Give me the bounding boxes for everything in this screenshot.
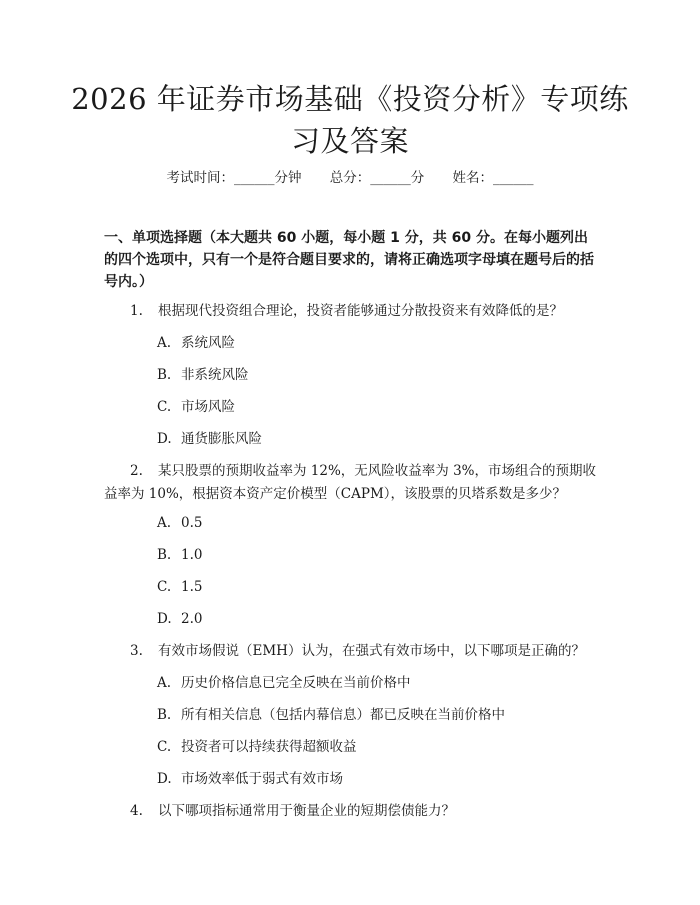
option-text: 市场效率低于弱式有效市场	[181, 771, 343, 787]
question-3-option-a	[157, 673, 411, 693]
option-text: 投资者可以持续获得超额收益	[181, 739, 357, 755]
option-text: 2.0	[181, 611, 203, 627]
total-score-field: 总分：______分	[329, 170, 425, 186]
question-1-option-d	[157, 429, 262, 449]
name-field: 姓名：______	[452, 170, 534, 186]
question-1	[104, 300, 596, 323]
option-text: 0.5	[181, 515, 203, 531]
option-letter: C.	[157, 399, 172, 415]
question-number: 3.	[130, 643, 143, 659]
option-letter: C.	[157, 579, 172, 595]
option-letter: A.	[157, 515, 172, 531]
question-2-option-d	[157, 609, 202, 629]
option-text: 系统风险	[181, 335, 235, 351]
option-text: 1.5	[181, 579, 203, 595]
question-3-option-c	[157, 737, 357, 757]
option-text: 非系统风险	[181, 367, 249, 383]
option-text: 所有相关信息（包括内幕信息）都已反映在当前价格中	[181, 707, 505, 723]
option-letter: B.	[157, 707, 172, 723]
option-letter: D.	[157, 431, 172, 447]
question-3	[104, 640, 596, 663]
exam-time-field: 考试时间：______分钟	[166, 170, 302, 186]
question-2	[104, 460, 596, 506]
question-3-option-b	[157, 705, 505, 725]
question-3-option-d	[157, 769, 343, 789]
question-number: 2.	[130, 463, 143, 479]
option-letter: D.	[157, 611, 172, 627]
question-number: 1.	[130, 303, 143, 319]
option-letter: D.	[157, 771, 172, 787]
question-text: 有效市场假说（EMH）认为，在强式有效市场中，以下哪项是正确的？	[158, 643, 585, 659]
option-letter: A.	[157, 675, 172, 691]
question-2-option-a	[157, 513, 202, 533]
option-text: 通货膨胀风险	[181, 431, 262, 447]
question-text: 以下哪项指标通常用于衡量企业的短期偿债能力？	[158, 803, 455, 819]
option-text: 市场风险	[181, 399, 235, 415]
question-number: 4.	[130, 803, 143, 819]
page-title: 2026 年证券市场基础《投资分析》专项练习及答案	[71, 82, 629, 158]
option-letter: C.	[157, 739, 172, 755]
exam-meta	[0, 168, 700, 188]
question-1-option-a	[157, 333, 235, 353]
question-1-option-c	[157, 397, 235, 417]
question-1-option-b	[157, 365, 249, 385]
question-4	[104, 800, 596, 823]
option-text: 历史价格信息已完全反映在当前价格中	[181, 675, 411, 691]
question-text: 根据现代投资组合理论，投资者能够通过分散投资来有效降低的是？	[158, 303, 563, 319]
option-letter: A.	[157, 335, 172, 351]
question-2-option-c	[157, 577, 202, 597]
option-letter: B.	[157, 547, 172, 563]
section-heading: 一、单项选择题（本大题共 60 小题，每小题 1 分，共 60 分。在每小题列出的四个选项中，只有一个是符合题目要求的，请将正确选项字母填在题号后的括号内。）	[104, 230, 594, 290]
question-text: 某只股票的预期收益率为 12%，无风险收益率为 3%，市场组合的预期收益率为 10%，根据资本资产定价模型（CAPM），该股票的贝塔系数是多少？	[104, 463, 597, 502]
question-2-option-b	[157, 545, 202, 565]
option-letter: B.	[157, 367, 172, 383]
option-text: 1.0	[181, 547, 203, 563]
